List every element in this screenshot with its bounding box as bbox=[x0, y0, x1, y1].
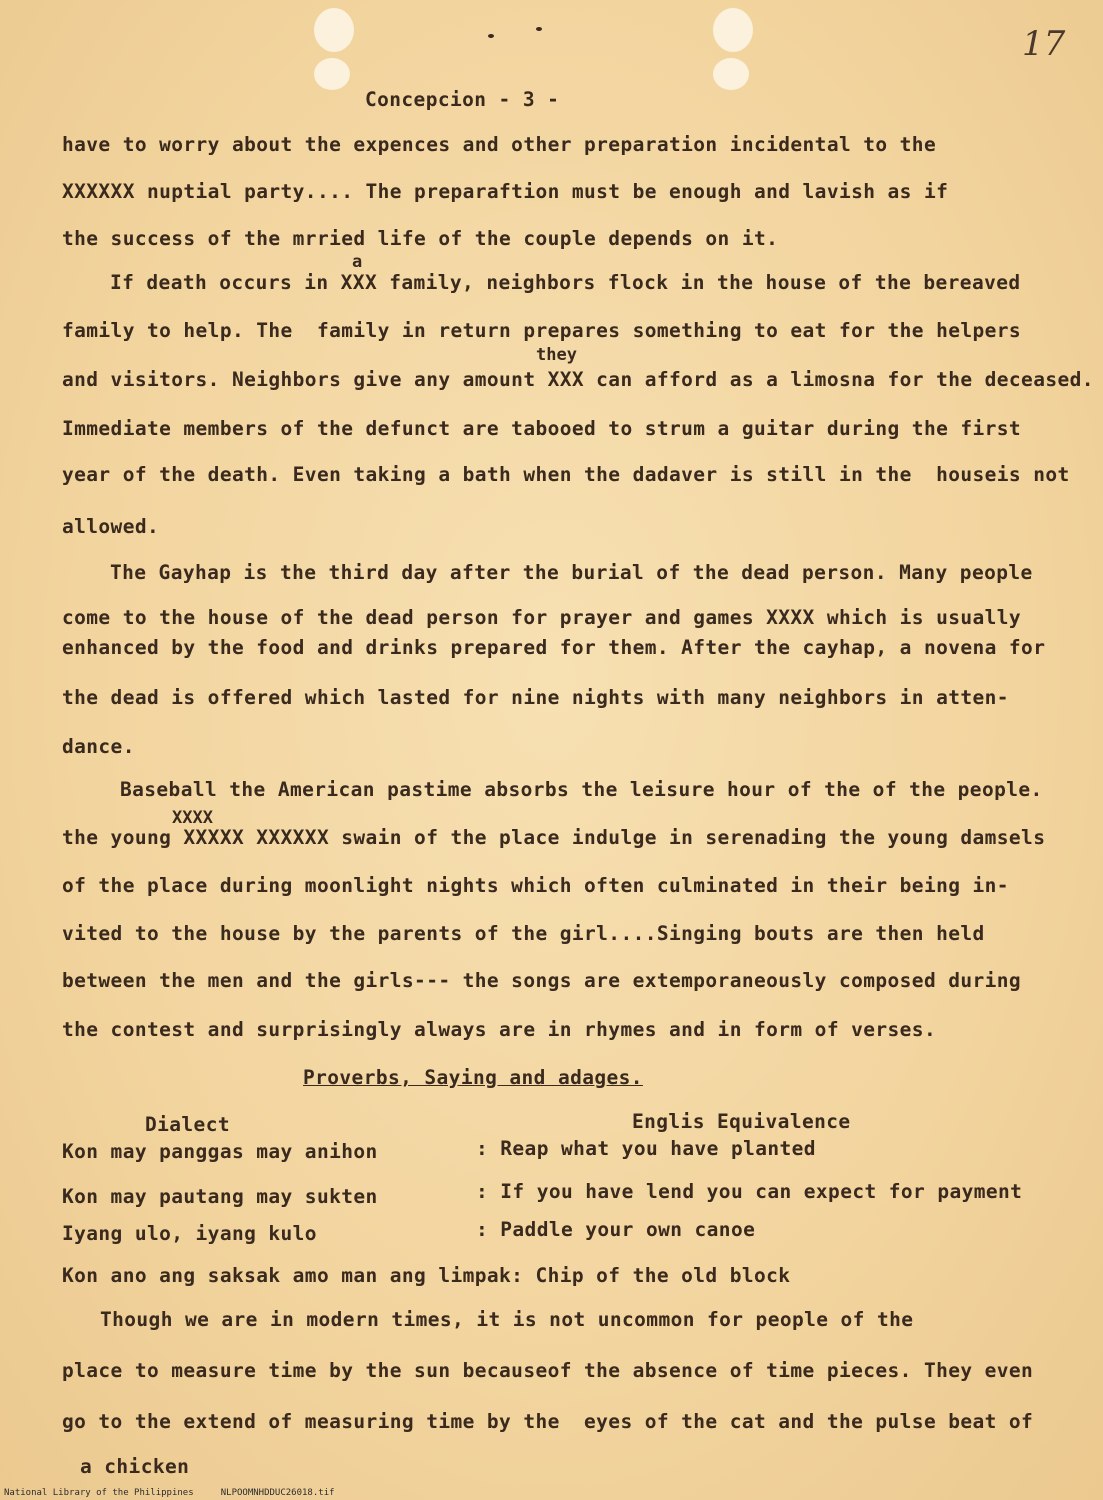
ink-speck bbox=[536, 27, 542, 31]
punch-hole bbox=[713, 8, 753, 52]
body-line: Baseball the American pastime absorbs the leisure hour of the of the people. bbox=[120, 778, 1043, 801]
column-header-english: Englis Equivalence bbox=[632, 1110, 851, 1133]
proverb-dialect: Iyang ulo, iyang kulo bbox=[62, 1222, 317, 1245]
body-line: dance. bbox=[62, 735, 135, 758]
punch-hole bbox=[713, 58, 749, 90]
body-line: allowed. bbox=[62, 515, 160, 538]
body-line: the young XXXXX XXXXXX swain of the place indulge in serenading the young damsels bbox=[62, 826, 1046, 849]
body-line: family to help. The family in return prepares something to eat for the helpers bbox=[62, 319, 1022, 342]
proverb-english: : Reap what you have planted bbox=[476, 1137, 816, 1160]
archive-footer: National Library of the Philippines NLPOOMNHDDUC26018.tif bbox=[4, 1488, 335, 1498]
punch-hole bbox=[314, 8, 354, 52]
body-line: the dead is offered which lasted for nine nights with many neighbors in atten- bbox=[62, 686, 1009, 709]
body-line: of the place during moonlight nights which often culminated in their being in- bbox=[62, 874, 1009, 897]
body-line: come to the house of the dead person for prayer and games XXXX which is usually bbox=[62, 606, 1022, 629]
proverb-dialect: Kon may panggas may anihon bbox=[62, 1140, 378, 1163]
closing-line: Though we are in modern times, it is not uncommon for people of the bbox=[100, 1308, 914, 1331]
insertion-mark: a bbox=[352, 252, 363, 272]
insertion-mark: they bbox=[536, 345, 577, 365]
page-header: Concepcion - 3 - bbox=[365, 88, 560, 111]
body-line: enhanced by the food and drinks prepared for them. After the cayhap, a novena for bbox=[62, 636, 1046, 659]
body-line: the success of the mrried life of the couple depends on it. bbox=[62, 227, 779, 250]
closing-line: place to measure time by the sun becauseof the absence of time pieces. They even bbox=[62, 1359, 1034, 1382]
body-line: If death occurs in XXX family, neighbors flock in the house of the bereaved bbox=[110, 271, 1021, 294]
body-line: and visitors. Neighbors give any amount XXX can afford as a limosna for the deceased. bbox=[62, 368, 1094, 391]
ink-speck bbox=[488, 34, 494, 38]
page-number: 17 bbox=[1022, 24, 1066, 64]
insertion-mark: XXXX bbox=[172, 808, 213, 828]
body-line: XXXXXX nuptial party.... The preparaftion must be enough and lavish as if bbox=[62, 180, 949, 203]
proverb-last: Kon ano ang saksak amo man ang limpak: Chip of the old block bbox=[62, 1264, 791, 1287]
punch-hole bbox=[314, 58, 350, 90]
proverbs-heading: Proverbs, Saying and adages. bbox=[303, 1066, 643, 1089]
body-line: between the men and the girls--- the songs are extemporaneously composed during bbox=[62, 969, 1022, 992]
body-line: year of the death. Even taking a bath when the dadaver is still in the houseis not bbox=[62, 463, 1070, 486]
column-header-dialect: Dialect bbox=[145, 1113, 230, 1136]
closing-line: go to the extend of measuring time by the eyes of the cat and the pulse beat of bbox=[62, 1410, 1034, 1433]
body-line: The Gayhap is the third day after the burial of the dead person. Many people bbox=[110, 561, 1033, 584]
body-line: Immediate members of the defunct are tabooed to strum a guitar during the first bbox=[62, 417, 1022, 440]
proverb-dialect: Kon may pautang may sukten bbox=[62, 1185, 378, 1208]
body-line: the contest and surprisingly always are in rhymes and in form of verses. bbox=[62, 1018, 937, 1041]
proverb-english: : Paddle your own canoe bbox=[476, 1218, 756, 1241]
proverb-english: : If you have lend you can expect for payment bbox=[476, 1180, 1023, 1203]
closing-line: a chicken bbox=[80, 1455, 190, 1478]
body-line: have to worry about the expences and other preparation incidental to the bbox=[62, 133, 937, 156]
body-line: vited to the house by the parents of the girl....Singing bouts are then held bbox=[62, 922, 985, 945]
